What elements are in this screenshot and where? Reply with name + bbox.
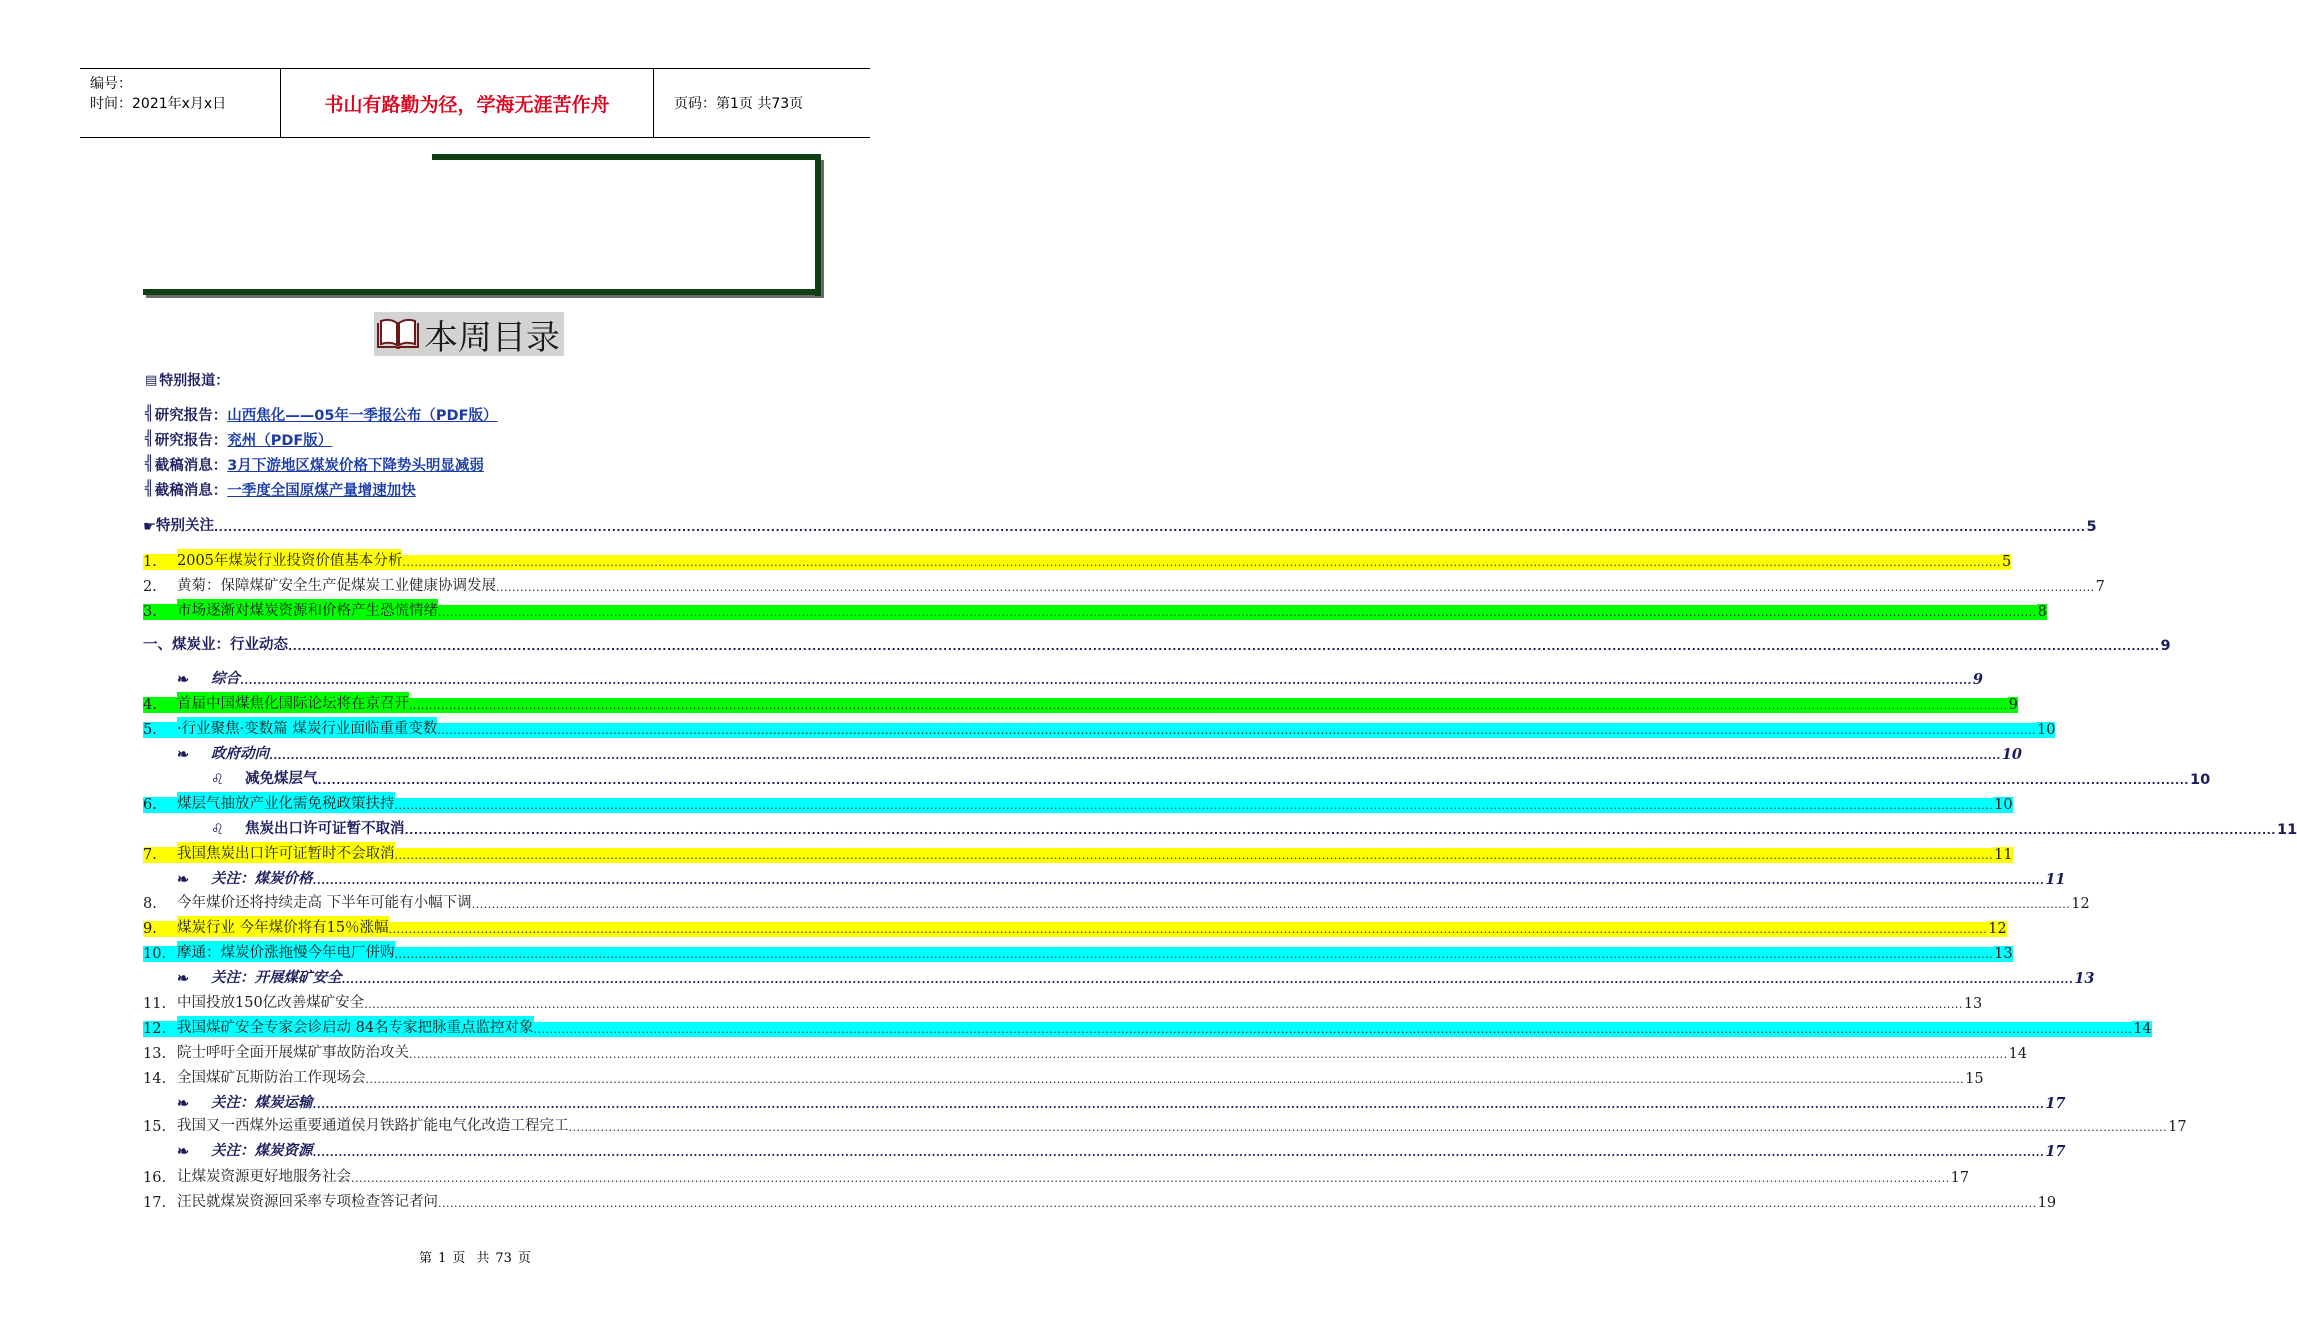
toc-leader-dots: ................................................................................................................................................................................................................................................................................................................................................................................................................	[364, 998, 1963, 1011]
toc-section-title[interactable]: 一、煤炭业：行业动态	[143, 637, 288, 653]
toc-section[interactable]	[143, 632, 2171, 654]
toc-entry-number: 17.	[143, 1195, 167, 1211]
toc-leader-dots: ................................................................................................................................................................................................................................................................................................................................................................................................................	[394, 799, 1994, 812]
toc-entry-number: 14.	[143, 1071, 167, 1087]
toc-entry-title[interactable]: 黄菊：保障煤矿安全生产促煤炭工业健康协调发展	[177, 578, 496, 594]
toc-entry[interactable]	[143, 940, 2013, 962]
toc-leader-dots: ................................................................................................................................................................................................................................................................................................................................................................................................................	[402, 556, 2002, 569]
toc-entry-page: 7	[2095, 579, 2105, 595]
toc-topic-page: 10	[2189, 772, 2211, 788]
leo-bullet-icon: ♌	[211, 822, 224, 838]
page-info: 页码：第1页 共73页	[674, 96, 804, 112]
toc-entry-number: 15.	[143, 1119, 167, 1135]
arrow-bullet-icon: ❧	[177, 671, 190, 688]
toc-entry[interactable]	[143, 1065, 1984, 1087]
toc-subsection-page: 9	[1972, 671, 1983, 688]
footer-total-pages: 73	[495, 1251, 512, 1266]
toc-subsection-page: 10	[2001, 746, 2023, 763]
toc-entry-number: 2.	[143, 579, 157, 595]
toc-entry-title[interactable]: 让煤炭资源更好地服务社会	[177, 1169, 351, 1185]
frame-border	[815, 154, 821, 296]
toc-entry-title[interactable]: 院士呼吁全面开展煤矿事故防治攻关	[177, 1045, 409, 1061]
report-link[interactable]: 3月下游地区煤炭价格下降势头明显减弱	[227, 457, 484, 474]
toc-entry-page: 5	[2002, 554, 2012, 570]
frame-shadow	[821, 160, 824, 298]
toc-entry-page: 15	[1965, 1071, 1984, 1087]
title-text: 本周目录	[424, 317, 560, 358]
toc-entry[interactable]	[143, 990, 1983, 1012]
page-title	[374, 312, 564, 356]
report-item[interactable]	[145, 403, 497, 425]
toc-entry-number: 9.	[143, 921, 177, 937]
toc-subsection[interactable]	[143, 1090, 2066, 1112]
toc-section-page: 9	[2160, 638, 2171, 654]
toc-entry[interactable]	[143, 1040, 2028, 1062]
toc-leader-dots: ................................................................................................................................................................................................................................................................................................................................................................................................................	[317, 774, 2189, 787]
toc-topic-title[interactable]: 焦炭出口许可证暂不取消	[245, 821, 405, 837]
page-footer	[0, 1247, 950, 1266]
frame-shadow	[146, 295, 824, 298]
toc-entry-page: 8	[2037, 604, 2047, 620]
toc-topic[interactable]	[143, 816, 2297, 838]
toc-entry[interactable]	[143, 1015, 2152, 1037]
toc-leader-dots: ................................................................................................................................................................................................................................................................................................................................................................................................................	[568, 1121, 2168, 1134]
toc-entry-page: 9	[2008, 697, 2018, 713]
toc-topic[interactable]	[143, 766, 2211, 788]
toc-entry-page: 17	[1950, 1170, 1970, 1186]
toc-subsection[interactable]	[143, 741, 2023, 763]
bracket-icon: ╣	[145, 481, 154, 497]
toc-leader-dots: ................................................................................................................................................................................................................................................................................................................................................................................................................	[394, 948, 1994, 961]
report-item[interactable]	[145, 478, 416, 500]
toc-entry-page: 19	[2037, 1195, 2057, 1211]
toc-subsection-page: 17	[2045, 1095, 2066, 1112]
toc-entry[interactable]	[143, 598, 2047, 620]
toc-section-page: 5	[2086, 519, 2097, 535]
toc-leader-dots: ................................................................................................................................................................................................................................................................................................................................................................................................................	[409, 699, 2008, 712]
toc-subsection-title[interactable]: 关注：开展煤矿安全	[211, 969, 342, 986]
arrow-bullet-icon: ❧	[177, 970, 190, 987]
toc-entry[interactable]	[143, 791, 2013, 813]
arrow-bullet-icon: ❧	[177, 1143, 190, 1160]
toc-entry-page: 10	[1994, 797, 2013, 813]
toc-subsection[interactable]	[143, 866, 2066, 888]
toc-entry-number: 13.	[143, 1046, 167, 1062]
footer-text: 页	[517, 1251, 531, 1266]
footer-text: 共	[476, 1251, 490, 1266]
toc-leader-dots: ................................................................................................................................................................................................................................................................................................................................................................................................................	[438, 606, 2037, 619]
toc-leader-dots: ................................................................................................................................................................................................................................................................................................................................................................................................................	[404, 824, 2276, 837]
special-heading-label: 特别报道：	[159, 373, 230, 389]
toc-entry-title[interactable]: 全国煤矿瓦斯防治工作现场会	[177, 1070, 366, 1086]
toc-entry[interactable]	[143, 890, 2090, 912]
leo-bullet-icon: ♌	[211, 772, 224, 788]
toc-entry-title[interactable]: 2005年煤炭行业投资价值基本分析	[177, 549, 402, 570]
toc-subsection-page: 17	[2045, 1143, 2066, 1160]
toc-entry[interactable]	[143, 691, 2018, 713]
report-prefix: 截稿消息：	[154, 482, 228, 499]
toc-entry-page: 12	[1988, 921, 2007, 937]
header-meta	[80, 69, 281, 137]
toc-entry-number: 16.	[143, 1170, 167, 1186]
toc-entry-title[interactable]: 摩通：煤炭价涨拖慢今年电厂併购	[177, 941, 395, 962]
footer-text: 页	[452, 1251, 466, 1266]
book-icon	[376, 317, 420, 351]
toc-entry-page: 17	[2168, 1119, 2187, 1135]
toc-leader-dots: ................................................................................................................................................................................................................................................................................................................................................................................................................	[437, 724, 2036, 737]
toc-entry-number: 4.	[143, 697, 177, 713]
toc-leader-dots: ................................................................................................................................................................................................................................................................................................................................................................................................................	[471, 898, 2071, 911]
header-motto: 书山有路勤为径，学海无涯苦作舟	[281, 69, 654, 137]
report-prefix: 研究报告：	[154, 432, 228, 449]
report-item[interactable]	[145, 453, 484, 475]
toc-leader-dots: ................................................................................................................................................................................................................................................................................................................................................................................................................	[288, 640, 2160, 653]
toc-leader-dots: ................................................................................................................................................................................................................................................................................................................................................................................................................	[312, 1098, 2045, 1111]
report-link[interactable]: 兖州（PDF版）	[227, 432, 333, 449]
toc-subsection-page: 13	[2074, 970, 2095, 987]
toc-leader-dots: ................................................................................................................................................................................................................................................................................................................................................................................................................	[312, 1146, 2045, 1159]
toc-entry-page: 10	[2036, 722, 2056, 738]
toc-leader-dots: ................................................................................................................................................................................................................................................................................................................................................................................................................	[394, 849, 1994, 862]
toc-entry[interactable]	[143, 1113, 2187, 1135]
toc-entry-page: 12	[2071, 896, 2090, 912]
toc-topic-page: 11	[2276, 822, 2297, 838]
toc-entry-title[interactable]: 汪民就煤炭资源回采率专项检查答记者问	[177, 1194, 438, 1210]
toc-leader-dots: ................................................................................................................................................................................................................................................................................................................................................................................................................	[533, 1023, 2133, 1036]
toc-entry-title[interactable]: 首届中国煤焦化国际论坛将在京召开	[177, 692, 409, 713]
arrow-bullet-icon: ❧	[177, 1095, 190, 1112]
bracket-icon: ╣	[145, 406, 154, 422]
toc-entry[interactable]	[143, 1164, 1970, 1186]
footer-page-number: 1	[438, 1251, 447, 1266]
frame-border	[143, 289, 821, 295]
toc-subsection-page: 11	[2045, 871, 2066, 888]
arrow-bullet-icon: ❧	[177, 871, 190, 888]
pointing-hand-icon: ☛	[143, 519, 156, 535]
toc-entry-title[interactable]: 我国焦炭出口许可证暂时不会取消	[177, 842, 395, 863]
toc-subsection[interactable]	[143, 666, 1983, 688]
toc-entry-number: 8.	[143, 896, 157, 912]
bracket-icon: ╣	[145, 456, 154, 472]
toc-entry-number: 7.	[143, 847, 177, 863]
toc-leader-dots: ................................................................................................................................................................................................................................................................................................................................................................................................................	[351, 1172, 1950, 1185]
toc-leader-dots: ................................................................................................................................................................................................................................................................................................................................................................................................................	[496, 581, 2095, 594]
toc-leader-dots: ................................................................................................................................................................................................................................................................................................................................................................................................................	[269, 749, 2001, 762]
toc-leader-dots: ................................................................................................................................................................................................................................................................................................................................................................................................................	[409, 1048, 2008, 1061]
document-header	[80, 68, 870, 138]
report-prefix: 截稿消息：	[154, 457, 228, 474]
toc-entry-number: 10.	[143, 946, 177, 962]
toc-subsection-title[interactable]: 关注：煤炭资源	[211, 1142, 313, 1159]
toc-section[interactable]	[143, 513, 2097, 535]
toc-section-title[interactable]: 特别关注	[156, 518, 214, 534]
report-link[interactable]: 山西焦化——05年一季报公布（PDF版）	[227, 407, 498, 424]
document-icon: ▤	[145, 372, 158, 388]
toc-leader-dots: ................................................................................................................................................................................................................................................................................................................................................................................................................	[312, 874, 2045, 887]
special-heading	[145, 370, 229, 390]
report-link[interactable]: 一季度全国原煤产量增速加快	[227, 482, 416, 499]
toc-entry-number: 6.	[143, 797, 177, 813]
time-label: 时间：2021年x月x日	[90, 96, 227, 112]
toc-subsection-title[interactable]: 关注：煤炭价格	[211, 870, 313, 887]
bracket-icon: ╣	[145, 431, 154, 447]
toc-entry[interactable]	[143, 1189, 2057, 1211]
report-item[interactable]	[145, 428, 332, 450]
frame-border	[432, 154, 820, 160]
toc-entry-page: 14	[2133, 1021, 2152, 1037]
footer-text: 第	[419, 1251, 433, 1266]
toc-entry-title[interactable]: 市场逐渐对煤炭资源和价格产生恐慌情绪	[177, 599, 438, 620]
toc-entry-title[interactable]: 煤炭行业 今年煤价将有15％涨幅	[177, 916, 389, 937]
toc-entry-title[interactable]: ·行业聚焦·变数篇 煤炭行业面临重重变数	[177, 717, 437, 738]
toc-entry[interactable]	[143, 915, 2007, 937]
toc-entry[interactable]	[143, 548, 2012, 570]
toc-entry-title[interactable]: 我国又一西煤外运重要通道侯月铁路扩能电气化改造工程完工	[177, 1118, 569, 1134]
toc-entry[interactable]	[143, 716, 2056, 738]
number-label: 编号：	[90, 76, 132, 92]
toc-subsection-title[interactable]: 政府动向	[211, 745, 269, 762]
toc-entry-number: 3.	[143, 604, 177, 620]
toc-entry[interactable]	[143, 841, 2013, 863]
toc-leader-dots: ................................................................................................................................................................................................................................................................................................................................................................................................................	[214, 521, 2086, 534]
toc-entry-page: 14	[2008, 1046, 2028, 1062]
toc-entry-number: 11.	[143, 996, 167, 1012]
toc-entry-number: 1.	[143, 554, 177, 570]
toc-entry-title[interactable]: 我国煤矿安全专家会诊启动 84名专家把脉重点监控对象	[177, 1016, 534, 1037]
toc-subsection[interactable]	[143, 965, 2095, 987]
toc-entry-page: 13	[1963, 996, 1983, 1012]
report-prefix: 研究报告：	[154, 407, 228, 424]
toc-subsection-title[interactable]: 关注：煤炭运输	[211, 1094, 313, 1111]
toc-leader-dots: ................................................................................................................................................................................................................................................................................................................................................................................................................	[438, 1197, 2037, 1210]
toc-leader-dots: ................................................................................................................................................................................................................................................................................................................................................................................................................	[365, 1073, 1965, 1086]
toc-topic-title[interactable]: 减免煤层气	[245, 771, 318, 787]
toc-leader-dots: ................................................................................................................................................................................................................................................................................................................................................................................................................	[240, 674, 1972, 687]
toc-entry-page: 11	[1994, 847, 2013, 863]
toc-entry-page: 13	[1994, 946, 2013, 962]
toc-entry[interactable]	[143, 573, 2105, 595]
toc-subsection[interactable]	[143, 1138, 2066, 1160]
toc-entry-number: 5.	[143, 722, 177, 738]
toc-entry-title[interactable]: 煤层气抽放产业化需免税政策扶持	[177, 792, 395, 813]
arrow-bullet-icon: ❧	[177, 746, 190, 763]
toc-leader-dots: ................................................................................................................................................................................................................................................................................................................................................................................................................	[341, 973, 2074, 986]
toc-leader-dots: ................................................................................................................................................................................................................................................................................................................................................................................................................	[388, 923, 1988, 936]
toc-entry-number: 12.	[143, 1021, 177, 1037]
toc-entry-title[interactable]: 今年煤价还将持续走高 下半年可能有小幅下调	[177, 895, 472, 911]
toc-entry-title[interactable]: 中国投放150亿改善煤矿安全	[177, 995, 365, 1011]
toc-subsection-title[interactable]: 综合	[211, 670, 240, 687]
